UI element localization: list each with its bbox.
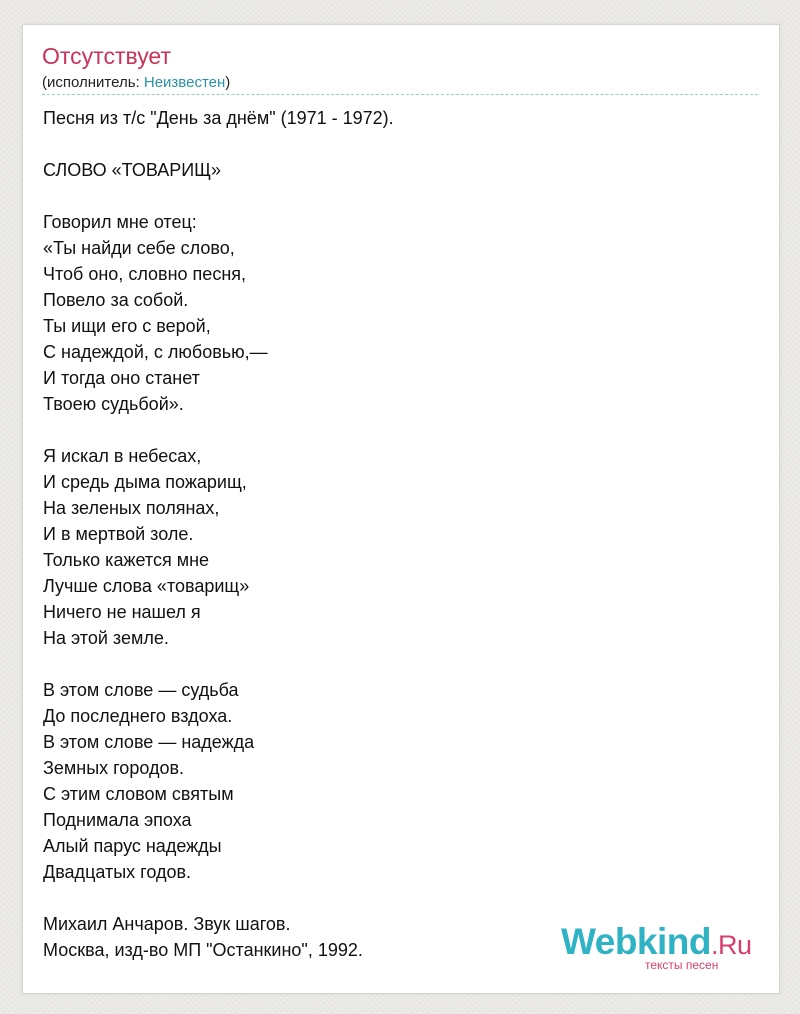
logo-name: Webkind — [561, 921, 711, 962]
webkind-logo[interactable] — [561, 922, 751, 974]
lyrics-text: Песня из т/с "День за днём" (1971 - 1972). СЛОВО «ТОВАРИЩ» Говорил мне отец: «Ты найди себе слово, Чтоб оно, словно песня, Повело за собой. Ты ищи его с верой, С надеждой, с любовью,— И тогда оно станет Твоею судьбой». Я искал в небесах, И средь дыма пожарищ, На зеленых полянах, И в мертвой золе. Только кажется мне Лучше слова «товарищ» Ничего не нашел я На этой земле. В этом слове — судьба До последнего вздоха. В этом слове — надежда Земных городов. С этим словом святым Поднимала эпоха Алый парус надежды Двадцатых годов. Михаил Анчаров. Звук шагов. Москва, изд-во МП "Останкино", 1992. — [43, 108, 394, 960]
artist-suffix: ) — [225, 74, 231, 91]
song-title: Отсутствует — [42, 43, 171, 69]
artist-link[interactable]: Неизвестен — [143, 74, 226, 91]
logo-tagline: тексты песен — [645, 958, 719, 972]
artist-line — [42, 73, 230, 93]
artist-prefix: (исполнитель: — [42, 74, 144, 91]
logo-tld: .Ru — [711, 930, 752, 960]
title-divider — [42, 94, 758, 95]
song-card — [22, 24, 780, 994]
